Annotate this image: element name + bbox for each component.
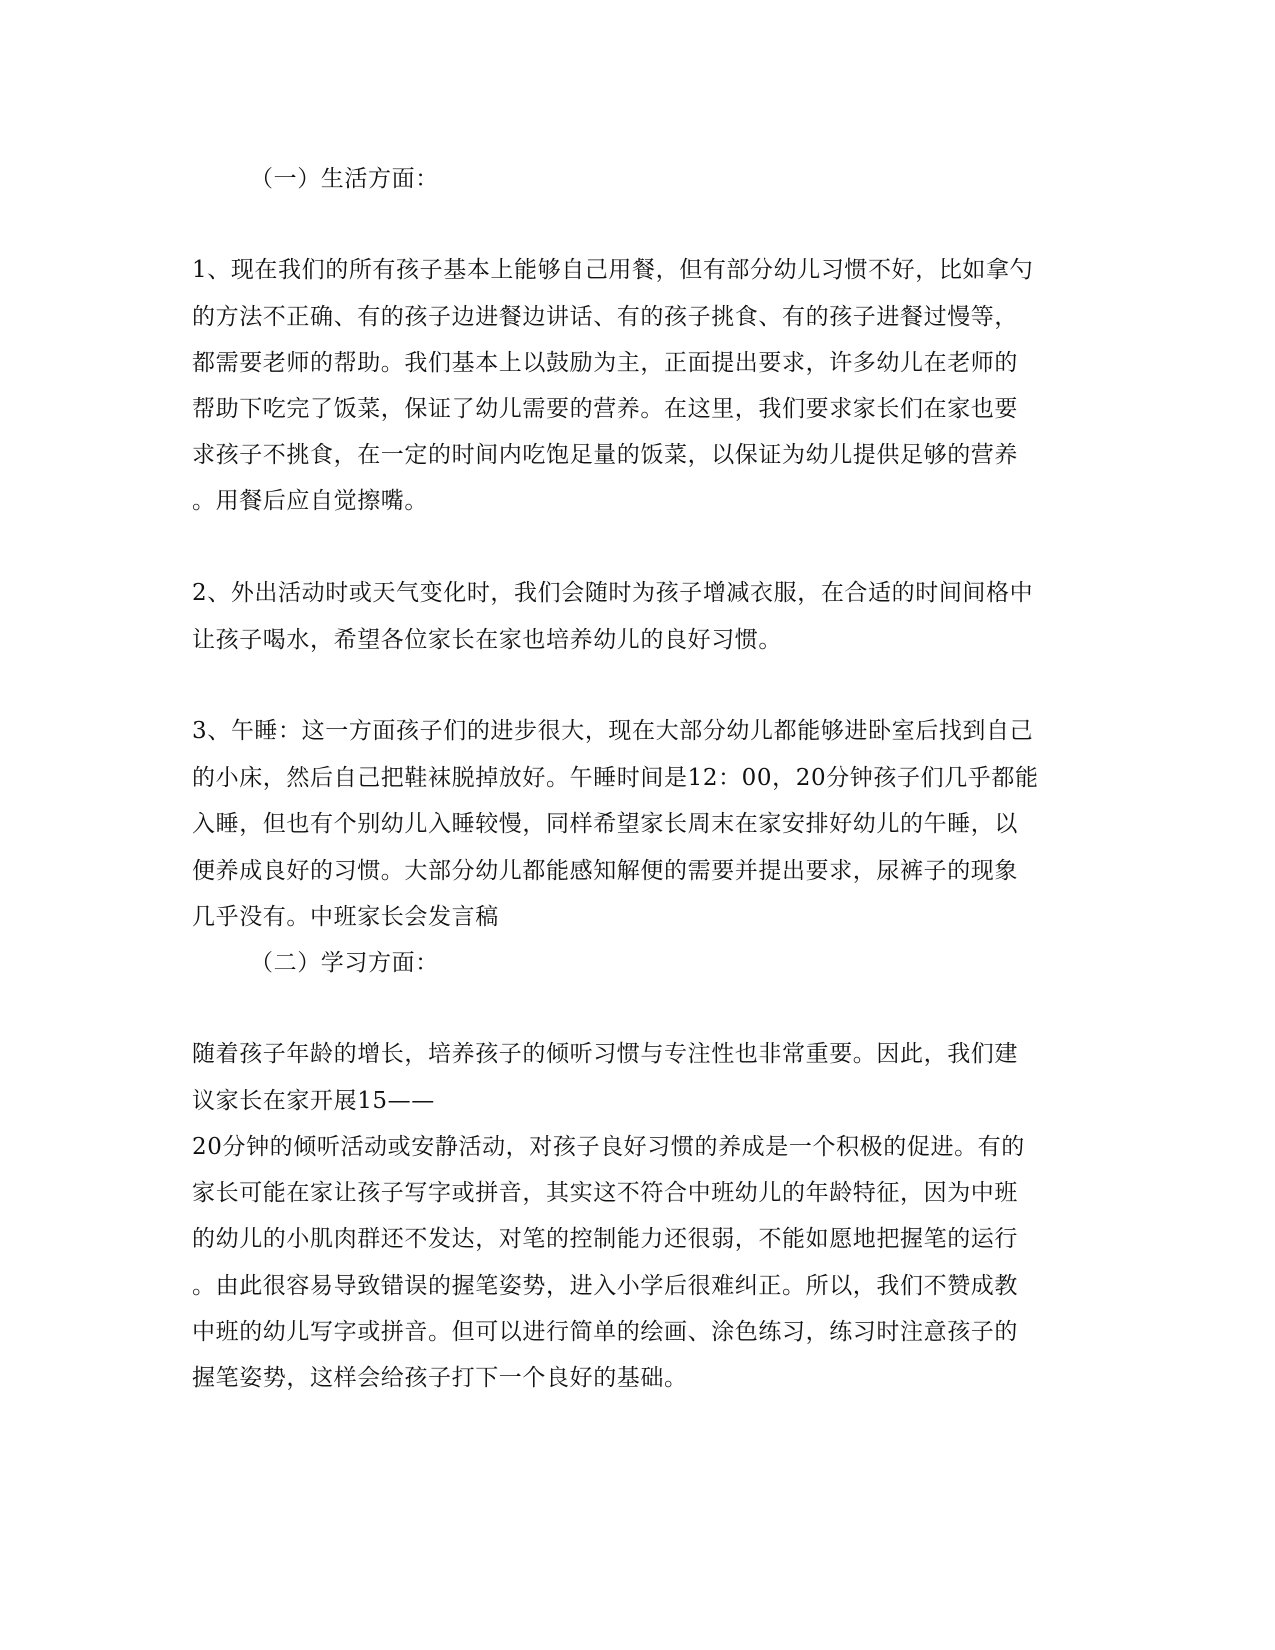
text-line: 几乎没有。中班家长会发言稿	[192, 904, 499, 930]
text-line: 2、外出活动时或天气变化时，我们会随时为孩子增减衣服，在合适的时间间格中	[192, 580, 1034, 606]
text-line: 中班的幼儿写字或拼音。但可以进行简单的绘画、涂色练习，练习时注意孩子的	[192, 1319, 1018, 1345]
text-line: 20分钟的倾听活动或安静活动，对孩子良好习惯的养成是一个积极的促进。有的	[192, 1134, 1025, 1160]
text-line: 都需要老师的帮助。我们基本上以鼓励为主，正面提出要求，许多幼儿在老师的	[192, 350, 1018, 376]
text-line: 。由此很容易导致错误的握笔姿势，进入小学后很难纠正。所以，我们不赞成教	[192, 1273, 1018, 1299]
text-line: 随着孩子年龄的增长，培养孩子的倾听习惯与专注性也非常重要。因此，我们建	[192, 1041, 1018, 1067]
text-line: 家长可能在家让孩子写字或拼音，其实这不符合中班幼儿的年龄特征，因为中班	[192, 1180, 1018, 1206]
text-line: 的幼儿的小肌肉群还不发达，对笔的控制能力还很弱，不能如愿地把握笔的运行	[192, 1226, 1018, 1252]
text-line: 的方法不正确、有的孩子边进餐边讲话、有的孩子挑食、有的孩子进餐过慢等，	[192, 304, 1018, 330]
text-line: 求孩子不挑食，在一定的时间内吃饱足量的饭菜，以保证为幼儿提供足够的营养	[192, 442, 1018, 468]
text-line: 。用餐后应自觉擦嘴。	[192, 488, 428, 514]
text-line: 便养成良好的习惯。大部分幼儿都能感知解便的需要并提出要求，尿裤子的现象	[192, 858, 1018, 884]
text-line: 让孩子喝水，希望各位家长在家也培养幼儿的良好习惯。	[192, 627, 782, 653]
section-heading-study: （二）学习方面：	[250, 950, 439, 976]
text-line: 议家长在家开展15——	[192, 1088, 435, 1114]
text-line: 入睡，但也有个别幼儿入睡较慢，同样希望家长周末在家安排好幼儿的午睡，以	[192, 811, 1018, 837]
text-line: 握笔姿势，这样会给孩子打下一个良好的基础。	[192, 1365, 688, 1391]
text-line: 的小床，然后自己把鞋袜脱掉放好。午睡时间是12：00，20分钟孩子们几乎都能	[192, 765, 1039, 791]
text-line: 1、现在我们的所有孩子基本上能够自己用餐，但有部分幼儿习惯不好，比如拿勺	[192, 257, 1034, 283]
text-line: 帮助下吃完了饭菜，保证了幼儿需要的营养。在这里，我们要求家长们在家也要	[192, 396, 1018, 422]
text-line: 3、午睡：这一方面孩子们的进步很大，现在大部分幼儿都能够进卧室后找到自己	[192, 718, 1034, 744]
section-heading-life: （一）生活方面：	[250, 166, 439, 192]
